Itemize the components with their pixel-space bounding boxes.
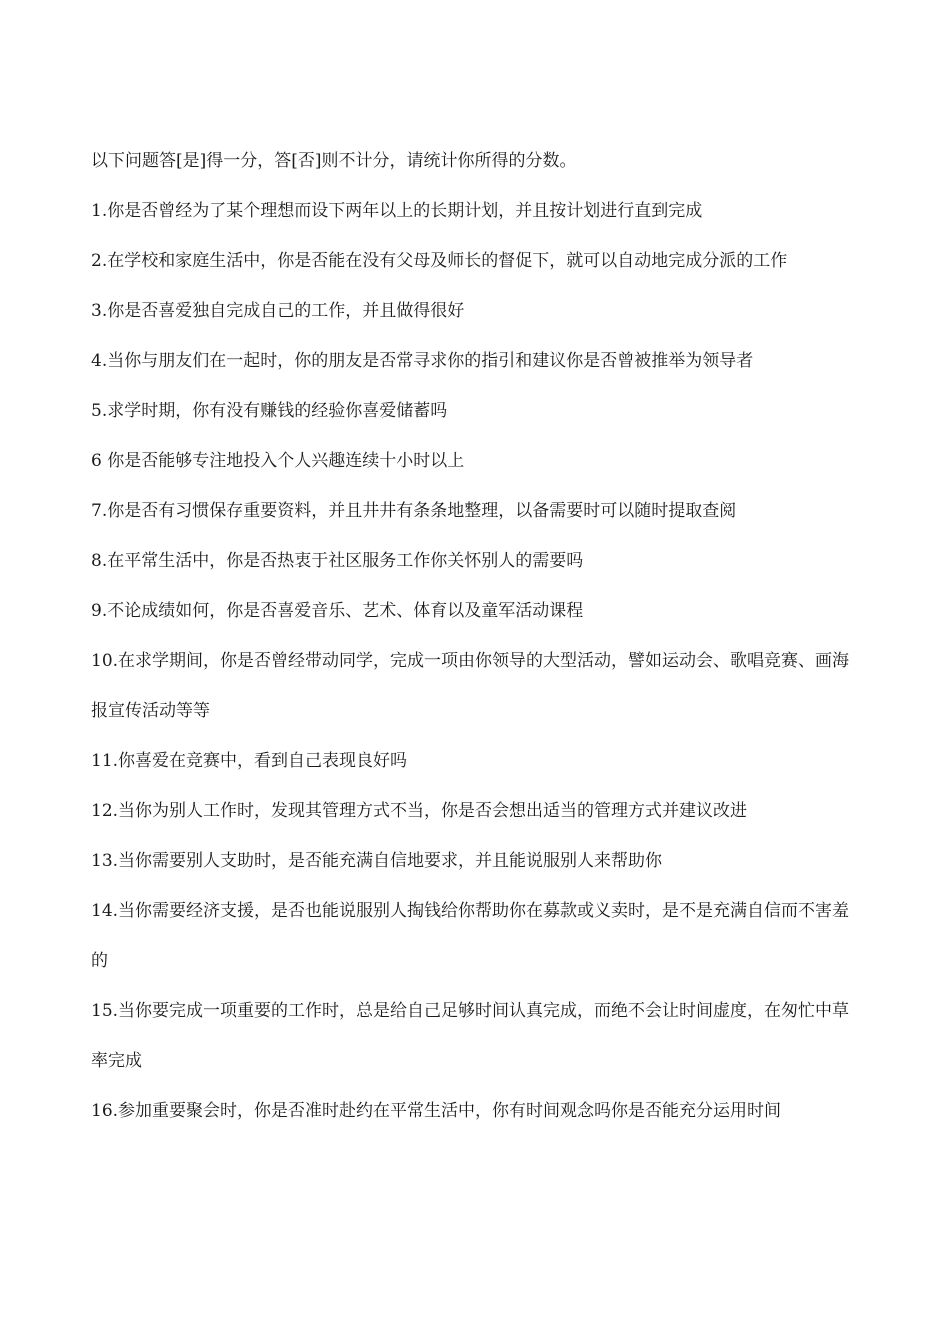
question-4: 4.当你与朋友们在一起时，你的朋友是否常寻求你的指引和建议你是否曾被推举为领导者 xyxy=(91,351,754,371)
question-5: 5.求学时期，你有没有赚钱的经验你喜爱储蓄吗 xyxy=(91,401,448,421)
question-9: 9.不论成绩如何，你是否喜爱音乐、艺术、体育以及童军活动课程 xyxy=(91,601,584,621)
question-10: 10.在求学期间，你是否曾经带动同学，完成一项由你领导的大型活动，譬如运动会、歌唱竞赛、画海报宣传活动等等 xyxy=(91,651,850,721)
question-12: 12.当你为别人工作时，发现其管理方式不当，你是否会想出适当的管理方式并建议改进 xyxy=(91,801,748,821)
question-7: 7.你是否有习惯保存重要资料，并且井井有条条地整理，以备需要时可以随时提取查阅 xyxy=(91,501,737,521)
question-8: 8.在平常生活中，你是否热衷于社区服务工作你关怀别人的需要吗 xyxy=(91,551,584,571)
question-2: 2.在学校和家庭生活中，你是否能在没有父母及师长的督促下，就可以自动地完成分派的工作 xyxy=(91,251,788,271)
question-6: 6 你是否能够专注地投入个人兴趣连续十小时以上 xyxy=(91,451,465,471)
question-1: 1.你是否曾经为了某个理想而设下两年以上的长期计划，并且按计划进行直到完成 xyxy=(91,201,703,221)
document-body xyxy=(91,136,861,1136)
question-16: 16.参加重要聚会时，你是否准时赴约在平常生活中，你有时间观念吗你是否能充分运用时间 xyxy=(91,1101,782,1121)
question-13: 13.当你需要别人支助时，是否能充满自信地要求，并且能说服别人来帮助你 xyxy=(91,851,663,871)
question-3: 3.你是否喜爱独自完成自己的工作，并且做得很好 xyxy=(91,301,465,321)
question-11: 11.你喜爱在竞赛中，看到自己表现良好吗 xyxy=(91,751,408,771)
question-15: 15.当你要完成一项重要的工作时，总是给自己足够时间认真完成，而绝不会让时间虚度，在匆忙中草率完成 xyxy=(91,1001,850,1071)
question-14: 14.当你需要经济支援，是否也能说服别人掏钱给你帮助你在募款或义卖时，是不是充满自信而不害羞的 xyxy=(91,901,850,971)
instructions-paragraph: 以下问题答[是]得一分，答[否]则不计分，请统计你所得的分数。 xyxy=(91,151,577,171)
